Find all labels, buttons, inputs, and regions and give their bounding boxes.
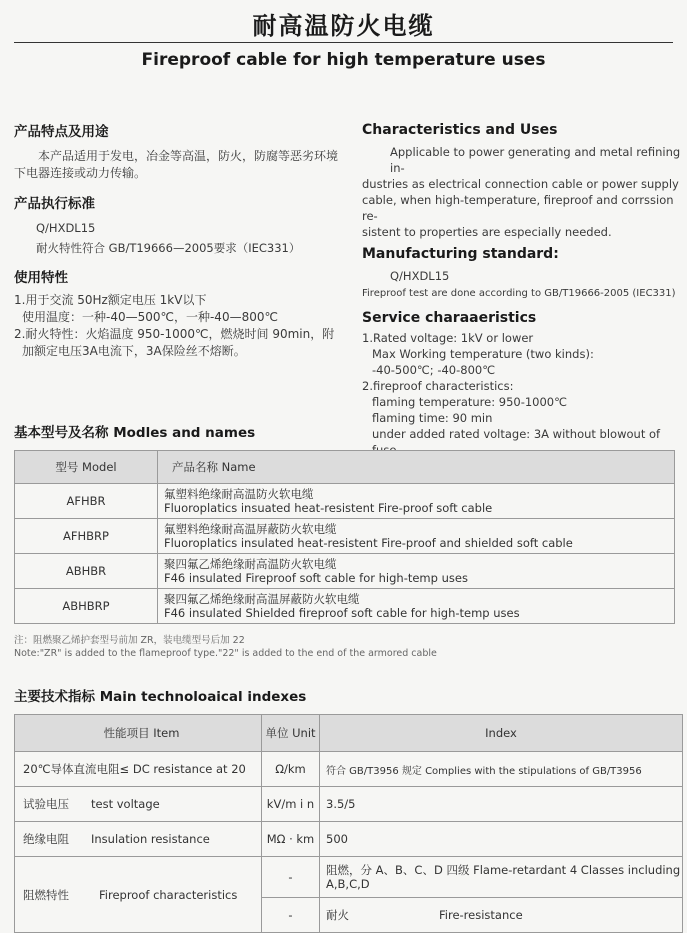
model-code: ABHBRP: [15, 589, 158, 624]
model-name-cn: 聚四氟乙烯绝缘耐高温防火软电缆: [164, 557, 337, 571]
left-section3-title: 使用特性: [14, 270, 68, 286]
tech-index-cn: 耐火: [326, 908, 349, 922]
model-name-cn: 氟塑料绝缘耐高温防火软电缆: [164, 487, 314, 501]
model-name: [158, 589, 675, 624]
right-service-line: 1.Rated voltage: 1kV or lower: [362, 331, 534, 345]
tech-item-en: Fireproof characteristics: [99, 887, 238, 902]
model-name: [158, 519, 675, 554]
tech-item-en: test voltage: [91, 797, 160, 811]
right-uses-line: sistent to properties are especially needed.: [362, 225, 612, 239]
right-section2-title: Manufacturing standard:: [362, 246, 559, 262]
left-service-line: 2.耐火特性：火焰温度 950-1000℃，燃烧时间 90min，附: [14, 327, 335, 341]
models-header-name: 产品名称 Name: [158, 451, 675, 484]
tech-index-en: Fire-resistance: [439, 908, 523, 922]
table-row: [15, 484, 675, 519]
tech-unit: MΩ · km: [262, 822, 320, 857]
table-row: [15, 554, 675, 589]
table-row: [15, 787, 683, 822]
model-code: AFHBRP: [15, 519, 158, 554]
table-row: [15, 822, 683, 857]
tech-index: 500: [320, 822, 683, 857]
left-section2-title: 产品执行标准: [14, 196, 95, 212]
tech-header-item: 性能项目 Item: [15, 715, 262, 752]
left-section1-text: 本产品适用于发电，冶金等高温，防火，防腐等恶劣环境下电器连接或动力传输。: [14, 149, 339, 180]
right-standard-code: Q/HXDL15: [390, 269, 450, 283]
left-standard-note: 耐火特性符合 GB/T19666—2005要求（IEC331）: [36, 241, 301, 255]
table-row: [15, 589, 675, 624]
models-header-row: [15, 451, 675, 484]
tech-item: [15, 857, 262, 933]
right-standard-note: Fireproof test are done according to GB/T19666-2005 (IEC331): [362, 288, 676, 299]
title-en: Fireproof cable for high temperature uses: [14, 42, 673, 70]
model-code: AFHBR: [15, 484, 158, 519]
models-header-model: 型号 Model: [15, 451, 158, 484]
model-code: ABHBR: [15, 554, 158, 589]
right-uses-line: dustries as electrical connection cable or power supply: [362, 177, 679, 191]
model-name: [158, 484, 675, 519]
right-section3-title: Service charaaeristics: [362, 310, 537, 326]
models-note-cn: 注：阻燃聚乙烯护套型号前加 ZR，装电缆型号后加 22: [14, 635, 245, 646]
tech-unit: Ω/km: [262, 752, 320, 787]
tech-header-unit: 单位 Unit: [262, 715, 320, 752]
tech-item-cn: 阻燃特性: [23, 887, 69, 902]
left-service-line: 使用温度：一种-40—500℃，一种-40—800℃: [22, 310, 278, 324]
tech-index: 符合 GB/T3956 规定 Complies with the stipulations of GB/T3956: [320, 752, 683, 787]
left-service-line: 1.用于交流 50Hz额定电压 1kV以下: [14, 293, 207, 307]
left-section1-title: 产品特点及用途: [14, 124, 109, 140]
model-name: [158, 554, 675, 589]
right-uses-line: cable, when high-temperature, fireproof and corrssion re-: [362, 193, 674, 223]
model-name-en: Fluoroplatics insuated heat-resistent Fire-proof soft cable: [164, 501, 493, 515]
tech-index: 3.5/5: [320, 787, 683, 822]
tech-item: [15, 822, 262, 857]
right-service-line: flaming temperature: 950-1000℃: [372, 395, 568, 409]
right-service-line: -40-500℃; -40-800℃: [372, 363, 496, 377]
tech-unit: -: [262, 857, 320, 898]
model-name-en: Fluoroplatics insulated heat-resistent Fire-proof and shielded soft cable: [164, 536, 573, 550]
models-section-title: 基本型号及名称 Modles and names: [14, 425, 256, 441]
right-column: [362, 122, 682, 458]
tech-unit: -: [262, 898, 320, 933]
model-name-en: F46 insulated Fireproof soft cable for high-temp uses: [164, 571, 468, 585]
models-note-en: Note:"ZR" is added to the flameproof type."22" is added to the end of the armored cable: [14, 648, 437, 659]
table-row: [15, 519, 675, 554]
left-column: [14, 120, 344, 360]
models-table: [14, 450, 675, 624]
left-standard-code: Q/HXDL15: [36, 221, 96, 235]
tech-table: [14, 714, 683, 933]
left-service-line: 加额定电压3A电流下，3A保险丝不熔断。: [22, 344, 246, 358]
right-service-line: 2.fireproof characteristics:: [362, 379, 514, 393]
table-row: [15, 752, 683, 787]
tech-header-row: [15, 715, 683, 752]
tech-unit: kV/m i n: [262, 787, 320, 822]
tech-section-title: 主要技术指标 Main technoloaical indexes: [14, 689, 307, 705]
right-section1-title: Characteristics and Uses: [362, 122, 558, 138]
title-cn: 耐高温防火电缆: [252, 12, 435, 40]
right-service-line: flaming time: 90 min: [372, 411, 493, 425]
model-name-en: F46 insulated Shielded fireproof soft cable for high-temp uses: [164, 606, 520, 620]
table-row: [15, 857, 683, 898]
tech-index: [320, 898, 683, 933]
tech-item-cn: 试验电压: [23, 797, 69, 811]
tech-item-cn: 绝缘电阻: [23, 832, 69, 846]
model-name-cn: 聚四氟乙烯绝缘耐高温屏蔽防火软电缆: [164, 592, 360, 606]
tech-item-en: Insulation resistance: [91, 832, 210, 846]
tech-item: [15, 787, 262, 822]
tech-header-index: Index: [320, 715, 683, 752]
model-name-cn: 氟塑料绝缘耐高温屏蔽防火软电缆: [164, 522, 337, 536]
tech-index: 阻燃，分 A、B、C、D 四级 Flame-retardant 4 Classes including A,B,C,D: [320, 857, 683, 898]
tech-item: 20℃导体直流电阻≤ DC resistance at 20: [15, 752, 262, 787]
right-service-line: under added rated voltage: 3A without blowout of: [372, 427, 661, 441]
right-service-line: Max Working temperature (two kinds):: [372, 347, 594, 361]
right-uses-line: Applicable to power generating and metal refining in-: [390, 145, 681, 175]
